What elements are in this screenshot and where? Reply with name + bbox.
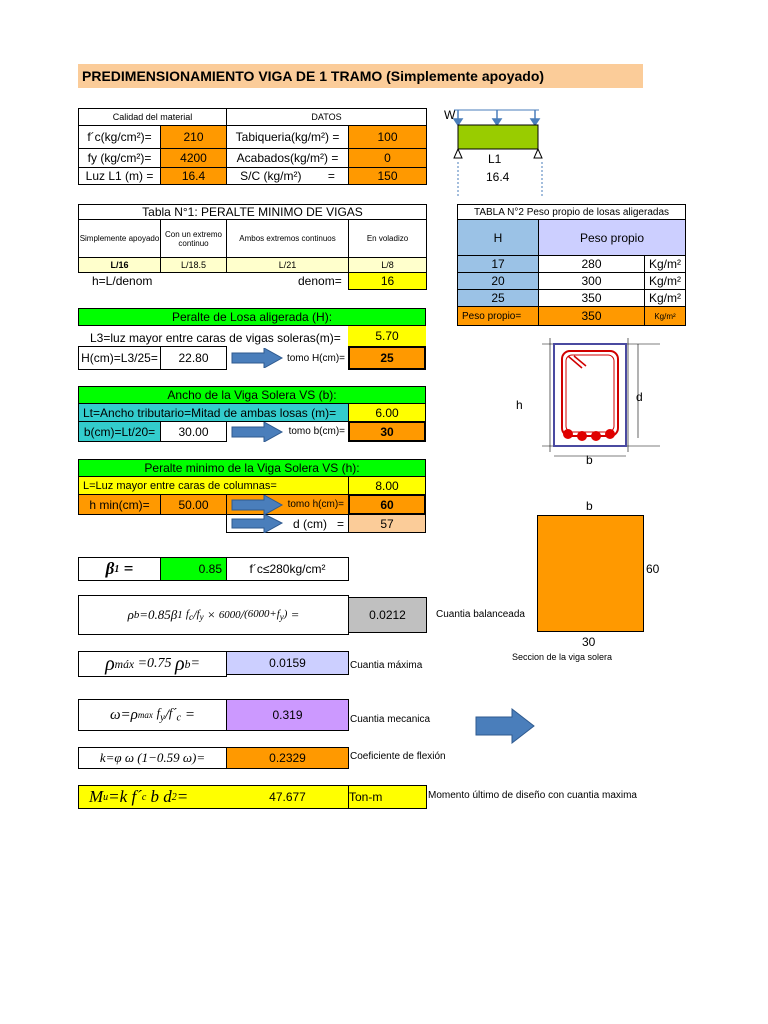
beta-condition: f´c≤280kg/cm² [226, 557, 349, 581]
rect-caption: Seccion de la viga solera [512, 652, 613, 662]
support-left-icon [454, 149, 462, 158]
table2-title: TABLA N°2 Peso propio de losas aligeradas [457, 204, 686, 220]
rect-h-label: 60 [646, 562, 660, 576]
table1-header-3: Ambos extremos continuos [226, 219, 349, 258]
datos-header: DATOS [226, 108, 427, 126]
omega-value: 0.319 [226, 699, 349, 731]
rho-b-label: Cuantia balanceada [436, 609, 525, 620]
rect-w-label: 30 [582, 635, 596, 649]
tomo-h-label: tomo H(cm)= [286, 352, 345, 364]
table1-value-2: L/18.5 [160, 257, 227, 273]
losa-title: Peralte de Losa aligerada (H): [78, 308, 426, 326]
sc-value[interactable]: 150 [348, 167, 427, 185]
table2-row-1-unit: Kg/m² [644, 255, 686, 273]
sc-label: S/C (kg/m²) [240, 169, 302, 183]
rho-max-label: Cuantia máxima [350, 660, 423, 671]
table1-value-1: L/16 [78, 257, 161, 273]
table1-header-4: En voladizo [348, 219, 427, 258]
section-d-label: d [636, 390, 643, 404]
tomo-h-value[interactable]: 25 [348, 346, 426, 370]
support-right-icon [534, 149, 542, 158]
peso-propio-unit: Kg/m² [644, 306, 686, 326]
rho-max-value: 0.0159 [226, 651, 349, 675]
sc-label-cell [226, 167, 349, 185]
page-title: PREDIMENSIONAMIENTO VIGA DE 1 TRAMO (Simplemente apoyado) [78, 64, 643, 88]
arrow-right-icon [230, 514, 284, 533]
fc-value[interactable]: 210 [160, 125, 227, 149]
section-b-label: b [586, 453, 593, 467]
arrow-right-icon [230, 495, 284, 515]
denom-value[interactable]: 16 [348, 272, 427, 290]
table1-value-3: L/21 [226, 257, 349, 273]
rho-max-formula: ρ máx =0.75 ρ b = [78, 651, 227, 677]
ancho-title: Ancho de la Viga Solera VS (b): [78, 386, 426, 404]
h-cm-value: 22.80 [160, 346, 227, 370]
h-formula-label: h=L/denom [92, 274, 153, 288]
table2-col-peso: Peso propio [538, 219, 686, 256]
fy-value[interactable]: 4200 [160, 148, 227, 168]
table2-row-1-h: 17 [457, 255, 539, 273]
hmin-value: 50.00 [160, 494, 227, 515]
tabiqueria-value[interactable]: 100 [348, 125, 427, 149]
k-value: 0.2329 [226, 747, 349, 769]
acabados-label: Acabados(kg/m²) = [226, 148, 349, 168]
section-h-label: h [516, 398, 523, 412]
tomo-hcm-value[interactable]: 60 [348, 494, 426, 515]
table1-header-2: Con un extremo continuo [160, 219, 227, 258]
beam-l1-label: L1 [488, 152, 502, 166]
b-cm-value: 30.00 [160, 421, 227, 442]
l-value[interactable]: 8.00 [348, 476, 426, 495]
d-eq: = [336, 516, 344, 531]
l3-value[interactable]: 5.70 [348, 326, 426, 346]
beta-value: 0.85 [160, 557, 227, 581]
table2-row-3-peso: 350 [538, 289, 645, 307]
acabados-value[interactable]: 0 [348, 148, 427, 168]
l-label: L=Luz mayor entre caras de columnas= [78, 476, 349, 495]
d-value: 57 [348, 514, 426, 533]
tabiqueria-label: Tabiqueria(kg/m²) = [226, 125, 349, 149]
k-label: Coeficiente de flexión [350, 751, 446, 762]
peso-propio-label: Peso propio= [457, 306, 539, 326]
rect-b-label: b [586, 499, 593, 513]
luz-label: Luz L1 (m) = [78, 167, 161, 185]
table2-col-h: H [457, 219, 539, 256]
h-cm-label: H(cm)=L3/25= [78, 346, 161, 370]
beam-rect [458, 125, 538, 149]
lt-value[interactable]: 6.00 [348, 403, 426, 422]
mu-unit: Ton-m [348, 785, 427, 809]
rho-b-value: 0.0212 [348, 597, 427, 633]
table1-value-4: L/8 [348, 257, 427, 273]
table2-row-3-unit: Kg/m² [644, 289, 686, 307]
table2-row-2-peso: 300 [538, 272, 645, 290]
tomo-b-value[interactable]: 30 [348, 421, 426, 442]
omega-label: Cuantia mecanica [350, 714, 431, 725]
denom-label: denom= [298, 274, 342, 288]
fy-label: fy (kg/cm²)= [78, 148, 161, 168]
hmin-label: h min(cm)= [78, 494, 161, 515]
arrow-right-large-icon [474, 708, 536, 744]
mu-value: 47.677 [226, 785, 349, 809]
load-arrows-icon [454, 110, 539, 125]
mu-formula: M u =k f´ c b d 2 = [78, 785, 227, 809]
tomo-b-label: tomo b(cm)= [288, 426, 345, 437]
d-label: d (cm) [292, 516, 327, 531]
peralte-title: Peralte minimo de la Viga Solera VS (h): [78, 459, 426, 477]
rho-b-formula: ρ b =0.85β 1 $f_c$ / $f_y$ × 6000 / $(6000+f_y)$ = [78, 595, 349, 635]
fc-label: f´c(kg/cm²)= [78, 125, 161, 149]
l3-label: L3=luz mayor entre caras de vigas soleras(m)= [90, 331, 341, 345]
rect-section [537, 515, 644, 632]
b-cm-label: b(cm)=Lt/20= [78, 421, 161, 442]
lt-label: Lt=Ancho tributario=Mitad de ambas losas (m)= [78, 403, 349, 422]
materials-header: Calidad del material [78, 108, 227, 126]
peso-propio-value: 350 [538, 306, 645, 326]
table1-header-1: Simplemente apoyado [78, 219, 161, 258]
table2-row-2-h: 20 [457, 272, 539, 290]
tomo-hcm-label: tomo h(cm)= [226, 494, 349, 515]
beta-formula: β 1 = [78, 557, 161, 581]
omega-formula: ω=ρ max $f_y$ / $f´_c$ = [78, 699, 227, 731]
beam-w-label: W [444, 108, 456, 122]
table2-row-1-peso: 280 [538, 255, 645, 273]
table2-row-3-h: 25 [457, 289, 539, 307]
table1-title: Tabla N°1: PERALTE MINIMO DE VIGAS [78, 204, 427, 220]
beam-l1-value: 16.4 [486, 170, 510, 184]
luz-value[interactable]: 16.4 [160, 167, 227, 185]
mu-label: Momento último de diseño con cuantia maxima [428, 790, 637, 801]
sc-eq: = [327, 169, 335, 183]
table2-row-2-unit: Kg/m² [644, 272, 686, 290]
k-formula: k=φ ω (1−0.59 ω)= [78, 747, 227, 769]
